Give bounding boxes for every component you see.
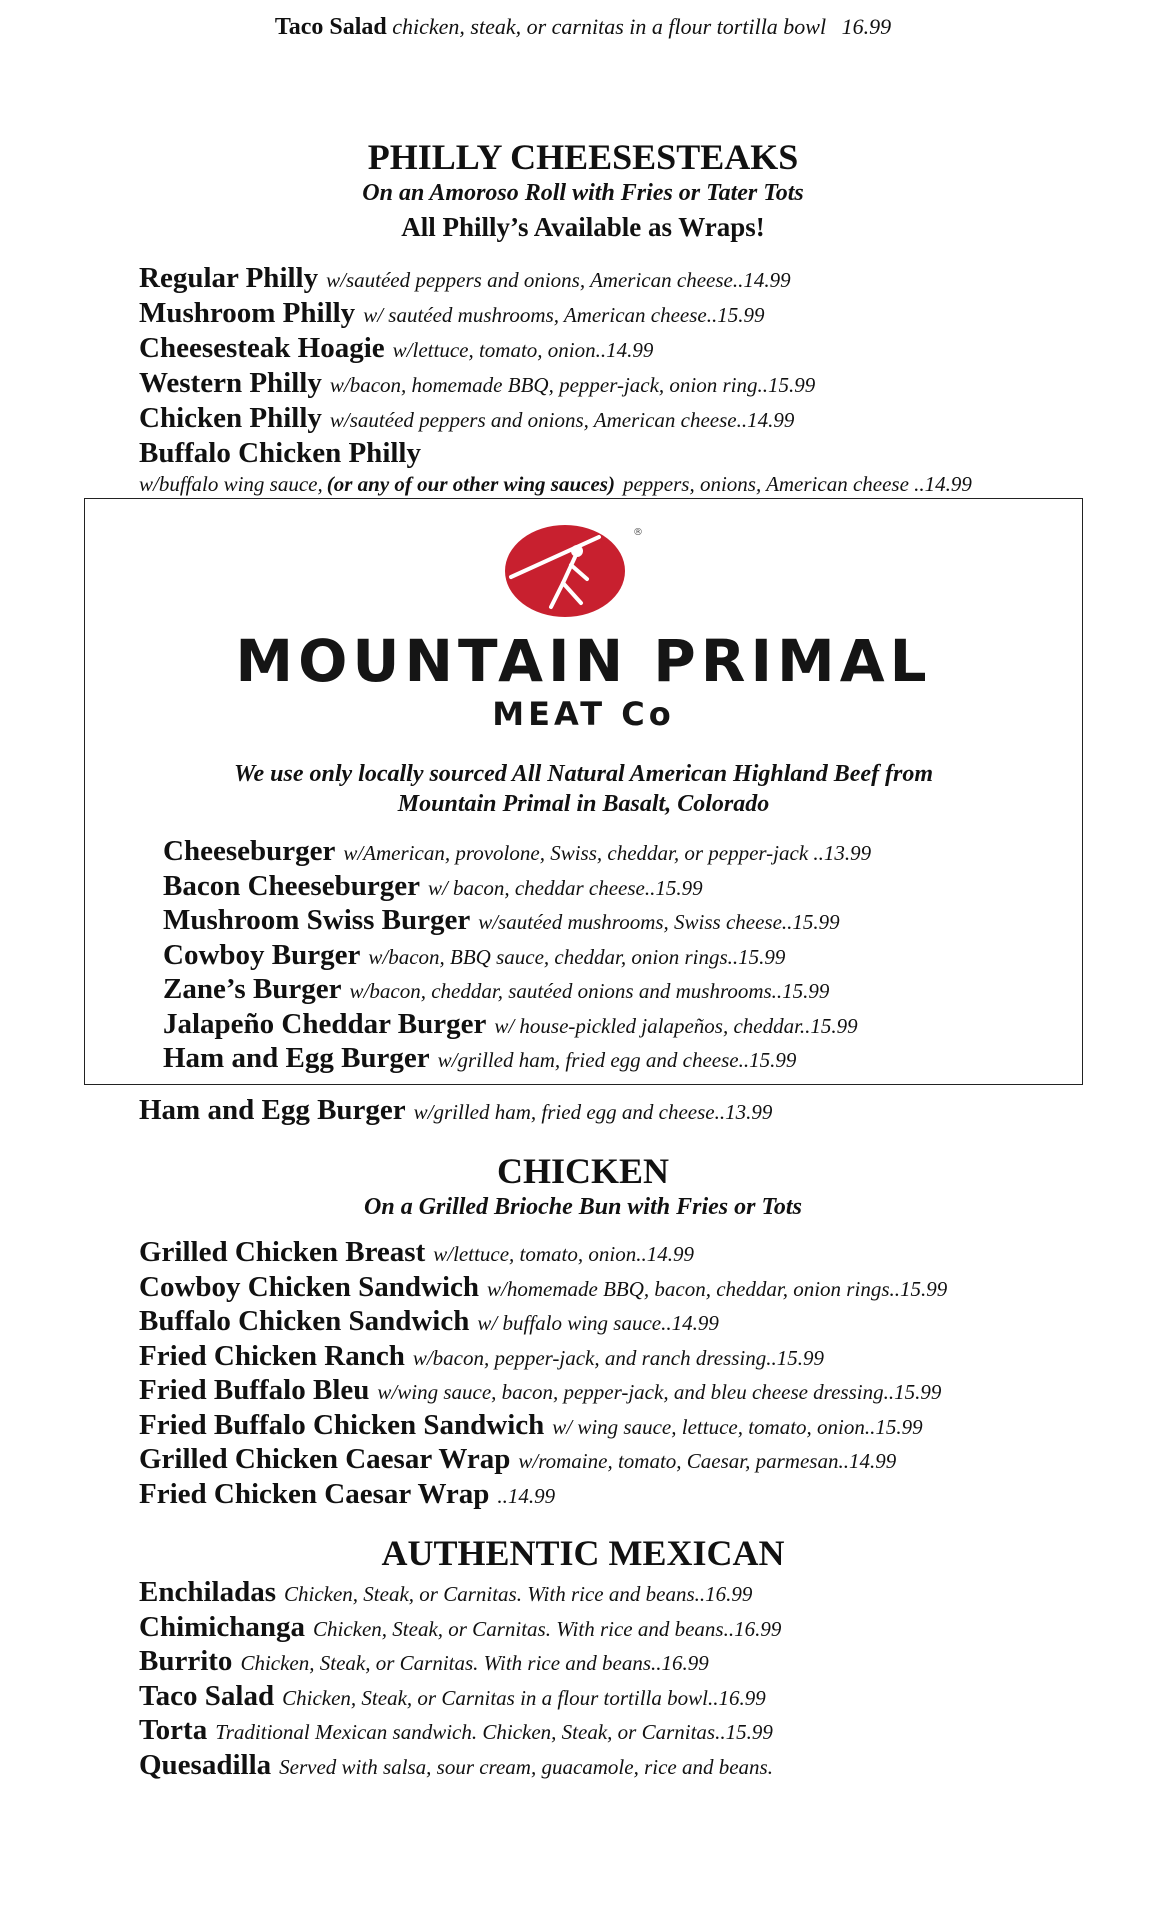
item-desc: Chicken, Steak, or Carnitas. With rice and beans..16.99 <box>240 1651 709 1675</box>
menu-item <box>163 835 871 868</box>
section-title-chicken: CHICKEN <box>496 1151 670 1191</box>
item-name: Taco Salad <box>139 1679 275 1712</box>
item-name: Fried Chicken Ranch <box>139 1339 405 1372</box>
item-desc: Chicken, Steak, or Carnitas. With rice and beans..16.99 <box>312 1616 782 1641</box>
item-desc: w/sautéed peppers and onions, American cheese..14.99 <box>326 268 791 292</box>
top-line-taco-salad <box>0 14 1166 41</box>
item-name: Burrito <box>139 1645 233 1677</box>
menu-item <box>139 1611 781 1644</box>
menu-item <box>139 297 764 330</box>
item-name: Chimichanga <box>139 1610 305 1643</box>
item-name: Ham and Egg Burger <box>163 1042 430 1074</box>
item-desc: w/ wing sauce, lettuce, tomato, onion..15.99 <box>552 1414 923 1439</box>
item-desc: w/bacon, pepper-jack, and ranch dressing..15.99 <box>412 1345 825 1370</box>
item-name: Ham and Egg Burger <box>139 1094 406 1126</box>
item-name: Cheesesteak Hoagie <box>139 332 385 364</box>
item-name: Buffalo Chicken Sandwich <box>139 1305 470 1337</box>
item-name: Grilled Chicken Caesar Wrap <box>139 1443 511 1475</box>
menu-item <box>139 1236 694 1269</box>
section-subtitle-chicken: On a Grilled Brioche Bun with Fries or Tots <box>364 1194 802 1220</box>
item-desc: Served with salsa, sour cream, guacamole, rice and beans. <box>279 1754 773 1779</box>
menu-item <box>139 1714 773 1747</box>
item-desc: w/ bacon, cheddar cheese..15.99 <box>427 875 703 900</box>
mountain-primal-box <box>84 498 1083 1085</box>
item-name: Western Philly <box>139 367 322 399</box>
item-desc: w/romaine, tomato, Caesar, parmesan..14.99 <box>518 1449 897 1473</box>
item-name: Enchiladas <box>139 1576 276 1608</box>
item-desc: w/ buffalo wing sauce..14.99 <box>477 1311 719 1335</box>
item-name: Fried Buffalo Bleu <box>139 1374 370 1406</box>
menu-item <box>139 1271 947 1304</box>
item-name: Zane’s Burger <box>163 973 342 1005</box>
item-desc: w/sautéed peppers and onions, American cheese..14.99 <box>329 408 795 432</box>
menu-item <box>139 262 791 295</box>
menu-item <box>139 1680 766 1713</box>
menu-item <box>139 402 794 435</box>
section-title-mexican: AUTHENTIC MEXICAN <box>381 1533 785 1573</box>
section-title-philly: PHILLY CHEESESTEAKS <box>367 137 799 177</box>
item-price: 16.99 <box>841 14 892 39</box>
mountain-primal-logo <box>85 499 1082 739</box>
menu-item <box>139 1645 709 1678</box>
item-desc: w/bacon, cheddar, sautéed onions and mushrooms..15.99 <box>349 979 830 1003</box>
item-name: Chicken Philly <box>139 402 322 434</box>
item-desc: Chicken, Steak, or Carnitas in a flour tortilla bowl..16.99 <box>282 1685 766 1710</box>
item-desc: w/bacon, homemade BBQ, pepper-jack, onion ring..15.99 <box>329 373 816 397</box>
item-desc: w/lettuce, tomato, onion..14.99 <box>392 338 654 362</box>
item-desc: w/bacon, BBQ sauce, cheddar, onion rings..15.99 <box>368 944 786 969</box>
menu-item <box>139 1305 719 1338</box>
item-desc: w/ sautéed mushrooms, American cheese..15.99 <box>363 303 765 327</box>
menu-item <box>139 1749 773 1782</box>
registered-mark: ® <box>633 527 643 538</box>
item-desc: w/American, provolone, Swiss, cheddar, or pepper-jack ..13.99 <box>343 841 872 865</box>
desc-pre: w/buffalo wing sauce, <box>139 472 323 496</box>
brand-subname: MEAT Co <box>492 695 675 733</box>
menu-item <box>163 973 829 1006</box>
menu-item <box>163 1042 796 1075</box>
menu-item <box>139 1374 941 1407</box>
brand-name: MOUNTAIN PRIMAL <box>235 627 932 695</box>
item-name: Cheeseburger <box>163 835 336 867</box>
buffalo-philly-desc <box>139 472 972 497</box>
item-desc: ..14.99 <box>497 1483 556 1508</box>
item-name: Regular Philly <box>139 262 319 294</box>
item-desc: w/sautéed mushrooms, Swiss cheese..15.99 <box>478 910 840 934</box>
menu-item <box>139 367 815 400</box>
sourcing-note-line2: Mountain Primal in Basalt, Colorado <box>397 791 770 817</box>
item-desc: Traditional Mexican sandwich. Chicken, Steak, or Carnitas..15.99 <box>215 1720 773 1744</box>
menu-item <box>163 904 840 937</box>
item-desc: w/lettuce, tomato, onion..14.99 <box>433 1242 694 1266</box>
item-name: Cowboy Chicken Sandwich <box>139 1270 480 1303</box>
menu-item <box>163 939 785 972</box>
item-name: Bacon Cheeseburger <box>163 869 420 902</box>
item-name: Jalapeño Cheddar Burger <box>163 1007 487 1040</box>
section-subtitle2-philly: All Philly’s Available as Wraps! <box>401 212 765 242</box>
item-name: Mushroom Philly <box>139 297 356 329</box>
menu-item <box>139 1576 752 1609</box>
item-name: Mushroom Swiss Burger <box>163 904 471 936</box>
item-name: Taco Salad <box>274 14 387 40</box>
hunter-logo-icon <box>85 499 1084 629</box>
menu-item <box>139 1340 824 1373</box>
item-desc: w/wing sauce, bacon, pepper-jack, and bleu cheese dressing..15.99 <box>377 1380 942 1404</box>
sourcing-note-line1: We use only locally sourced All Natural American Highland Beef from <box>233 761 934 787</box>
item-name: Grilled Chicken Breast <box>139 1236 426 1268</box>
item-desc: chicken, steak, or carnitas in a flour tortilla bowl <box>392 14 827 39</box>
menu-item <box>139 332 653 365</box>
item-name: Buffalo Chicken Philly <box>139 437 421 469</box>
menu-item-ham-egg-burger <box>139 1094 772 1127</box>
item-name: Fried Buffalo Chicken Sandwich <box>139 1408 545 1441</box>
section-subtitle-philly: On an Amoroso Roll with Fries or Tater Tots <box>362 180 804 206</box>
menu-item <box>139 1478 555 1511</box>
menu-item <box>139 1409 923 1442</box>
item-name: Torta <box>139 1714 208 1746</box>
item-name: Fried Chicken Caesar Wrap <box>139 1477 490 1510</box>
menu-item <box>139 437 429 470</box>
desc-bold: (or any of our other wing sauces) <box>326 472 615 496</box>
item-name: Quesadilla <box>139 1748 272 1781</box>
desc-post: peppers, onions, American cheese ..14.99 <box>622 472 972 496</box>
menu-item <box>163 870 703 903</box>
item-name: Cowboy Burger <box>163 938 361 971</box>
item-desc: w/ house-pickled jalapeños, cheddar..15.99 <box>494 1013 858 1038</box>
item-desc: w/homemade BBQ, bacon, cheddar, onion rings..15.99 <box>487 1276 948 1301</box>
menu-item <box>163 1008 858 1041</box>
item-desc: w/grilled ham, fried egg and cheese..15.99 <box>437 1048 797 1072</box>
menu-item <box>139 1443 896 1476</box>
item-desc: w/grilled ham, fried egg and cheese..13.99 <box>413 1100 773 1124</box>
item-desc: Chicken, Steak, or Carnitas. With rice and beans..16.99 <box>284 1582 753 1606</box>
